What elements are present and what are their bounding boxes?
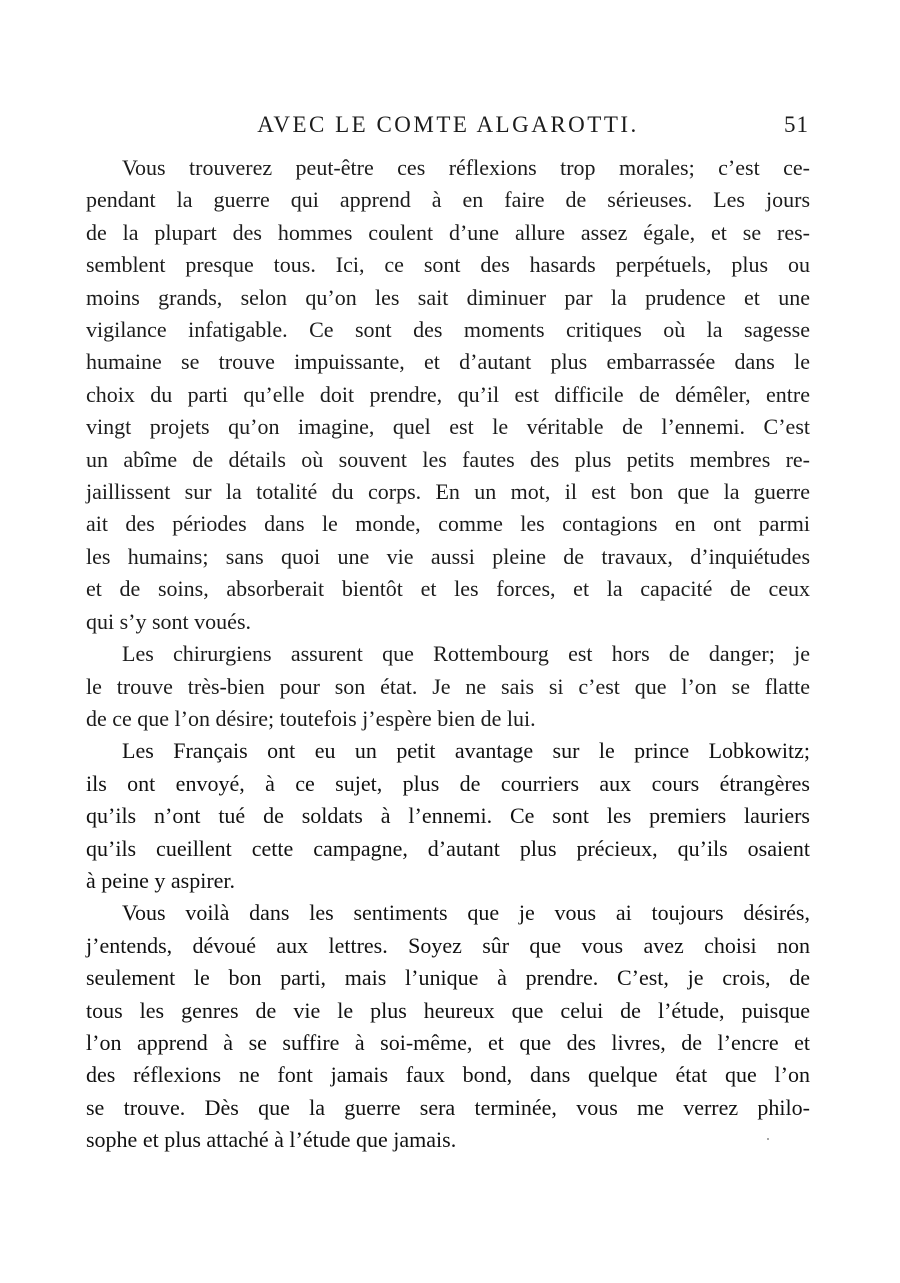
text-line: des réflexions ne font jamais faux bond, dans quelque état que l’on [86,1062,810,1088]
text-line: ils ont envoyé, à ce sujet, plus de courriers aux cours étrangères [86,770,810,796]
text-line: qu’ils n’ont tué de soldats à l’ennemi. Ce sont les premiers lauriers [86,803,810,829]
text-line: tous les genres de vie le plus heureux que celui de l’étude, puisque [86,997,810,1023]
text-line: Les Français ont eu un petit avantage sur le prince Lobkowitz; [122,738,810,764]
text-line: j’entends, dévoué aux lettres. Soyez sûr que vous avez choisi non [86,932,810,958]
text-line: l’on apprend à se suffire à soi-même, et que des livres, de l’encre et [86,1029,810,1055]
body-text [86,152,810,1157]
text-line: un abîme de détails où souvent les fautes des plus petits membres re- [86,446,810,472]
text-line: choix du parti qu’elle doit prendre, qu’il est difficile de démêler, entre [86,381,810,407]
text-line: humaine se trouve impuissante, et d’autant plus embarrassée dans le [86,349,810,375]
ink-speck [767,1138,769,1140]
text-line: vingt projets qu’on imagine, quel est le véritable de l’ennemi. C’est [86,414,810,440]
page-number: 51 [784,112,809,137]
paragraph-1 [86,152,810,638]
text-line: à peine y aspirer. [86,867,236,893]
text-line: les humains; sans quoi une vie aussi pleine de travaux, d’inquiétudes [86,543,810,569]
text-line: de la plupart des hommes coulent d’une allure assez égale, et se res- [86,219,810,245]
running-head [85,110,811,140]
paragraph-2 [86,638,810,735]
text-line: et de soins, absorberait bientôt et les forces, et la capacité de ceux [86,576,810,602]
text-line: vigilance infatigable. Ce sont des moments critiques où la sagesse [86,317,810,343]
text-line: de ce que l’on désire; toutefois j’espère bien de lui. [86,705,536,731]
text-line: se trouve. Dès que la guerre sera terminée, vous me verrez philo- [86,1094,810,1120]
paragraph-3 [86,735,810,897]
text-line: moins grands, selon qu’on les sait diminuer par la prudence et une [86,284,810,310]
text-line: sophe et plus attaché à l’étude que jamais. [86,1127,457,1153]
text-line: seulement le bon parti, mais l’unique à prendre. C’est, je crois, de [86,965,810,991]
text-line: qui s’y sont voués. [86,608,251,634]
text-line: Vous trouverez peut-être ces réflexions trop morales; c’est ce- [122,155,810,180]
text-line: pendant la guerre qui apprend à en faire de sérieuses. Les jours [86,187,810,213]
text-line: Les chirurgiens assurent que Rottembourg est hors de danger; je [122,641,810,667]
text-line: Vous voilà dans les sentiments que je vous ai toujours désirés, [122,900,810,926]
text-line: jaillissent sur la totalité du corps. En un mot, il est bon que la guerre [86,479,810,505]
text-line: le trouve très-bien pour son état. Je ne sais si c’est que l’on se flatte [86,673,810,699]
text-line: ait des périodes dans le monde, comme les contagions en ont parmi [86,511,810,537]
text-line: semblent presque tous. Ici, ce sont des hasards perpétuels, plus ou [86,252,810,278]
running-title: AVEC LE COMTE ALGAROTTI. [257,112,639,137]
text-line: qu’ils cueillent cette campagne, d’autant plus précieux, qu’ils osaient [86,835,810,861]
paragraph-4 [86,897,810,1156]
